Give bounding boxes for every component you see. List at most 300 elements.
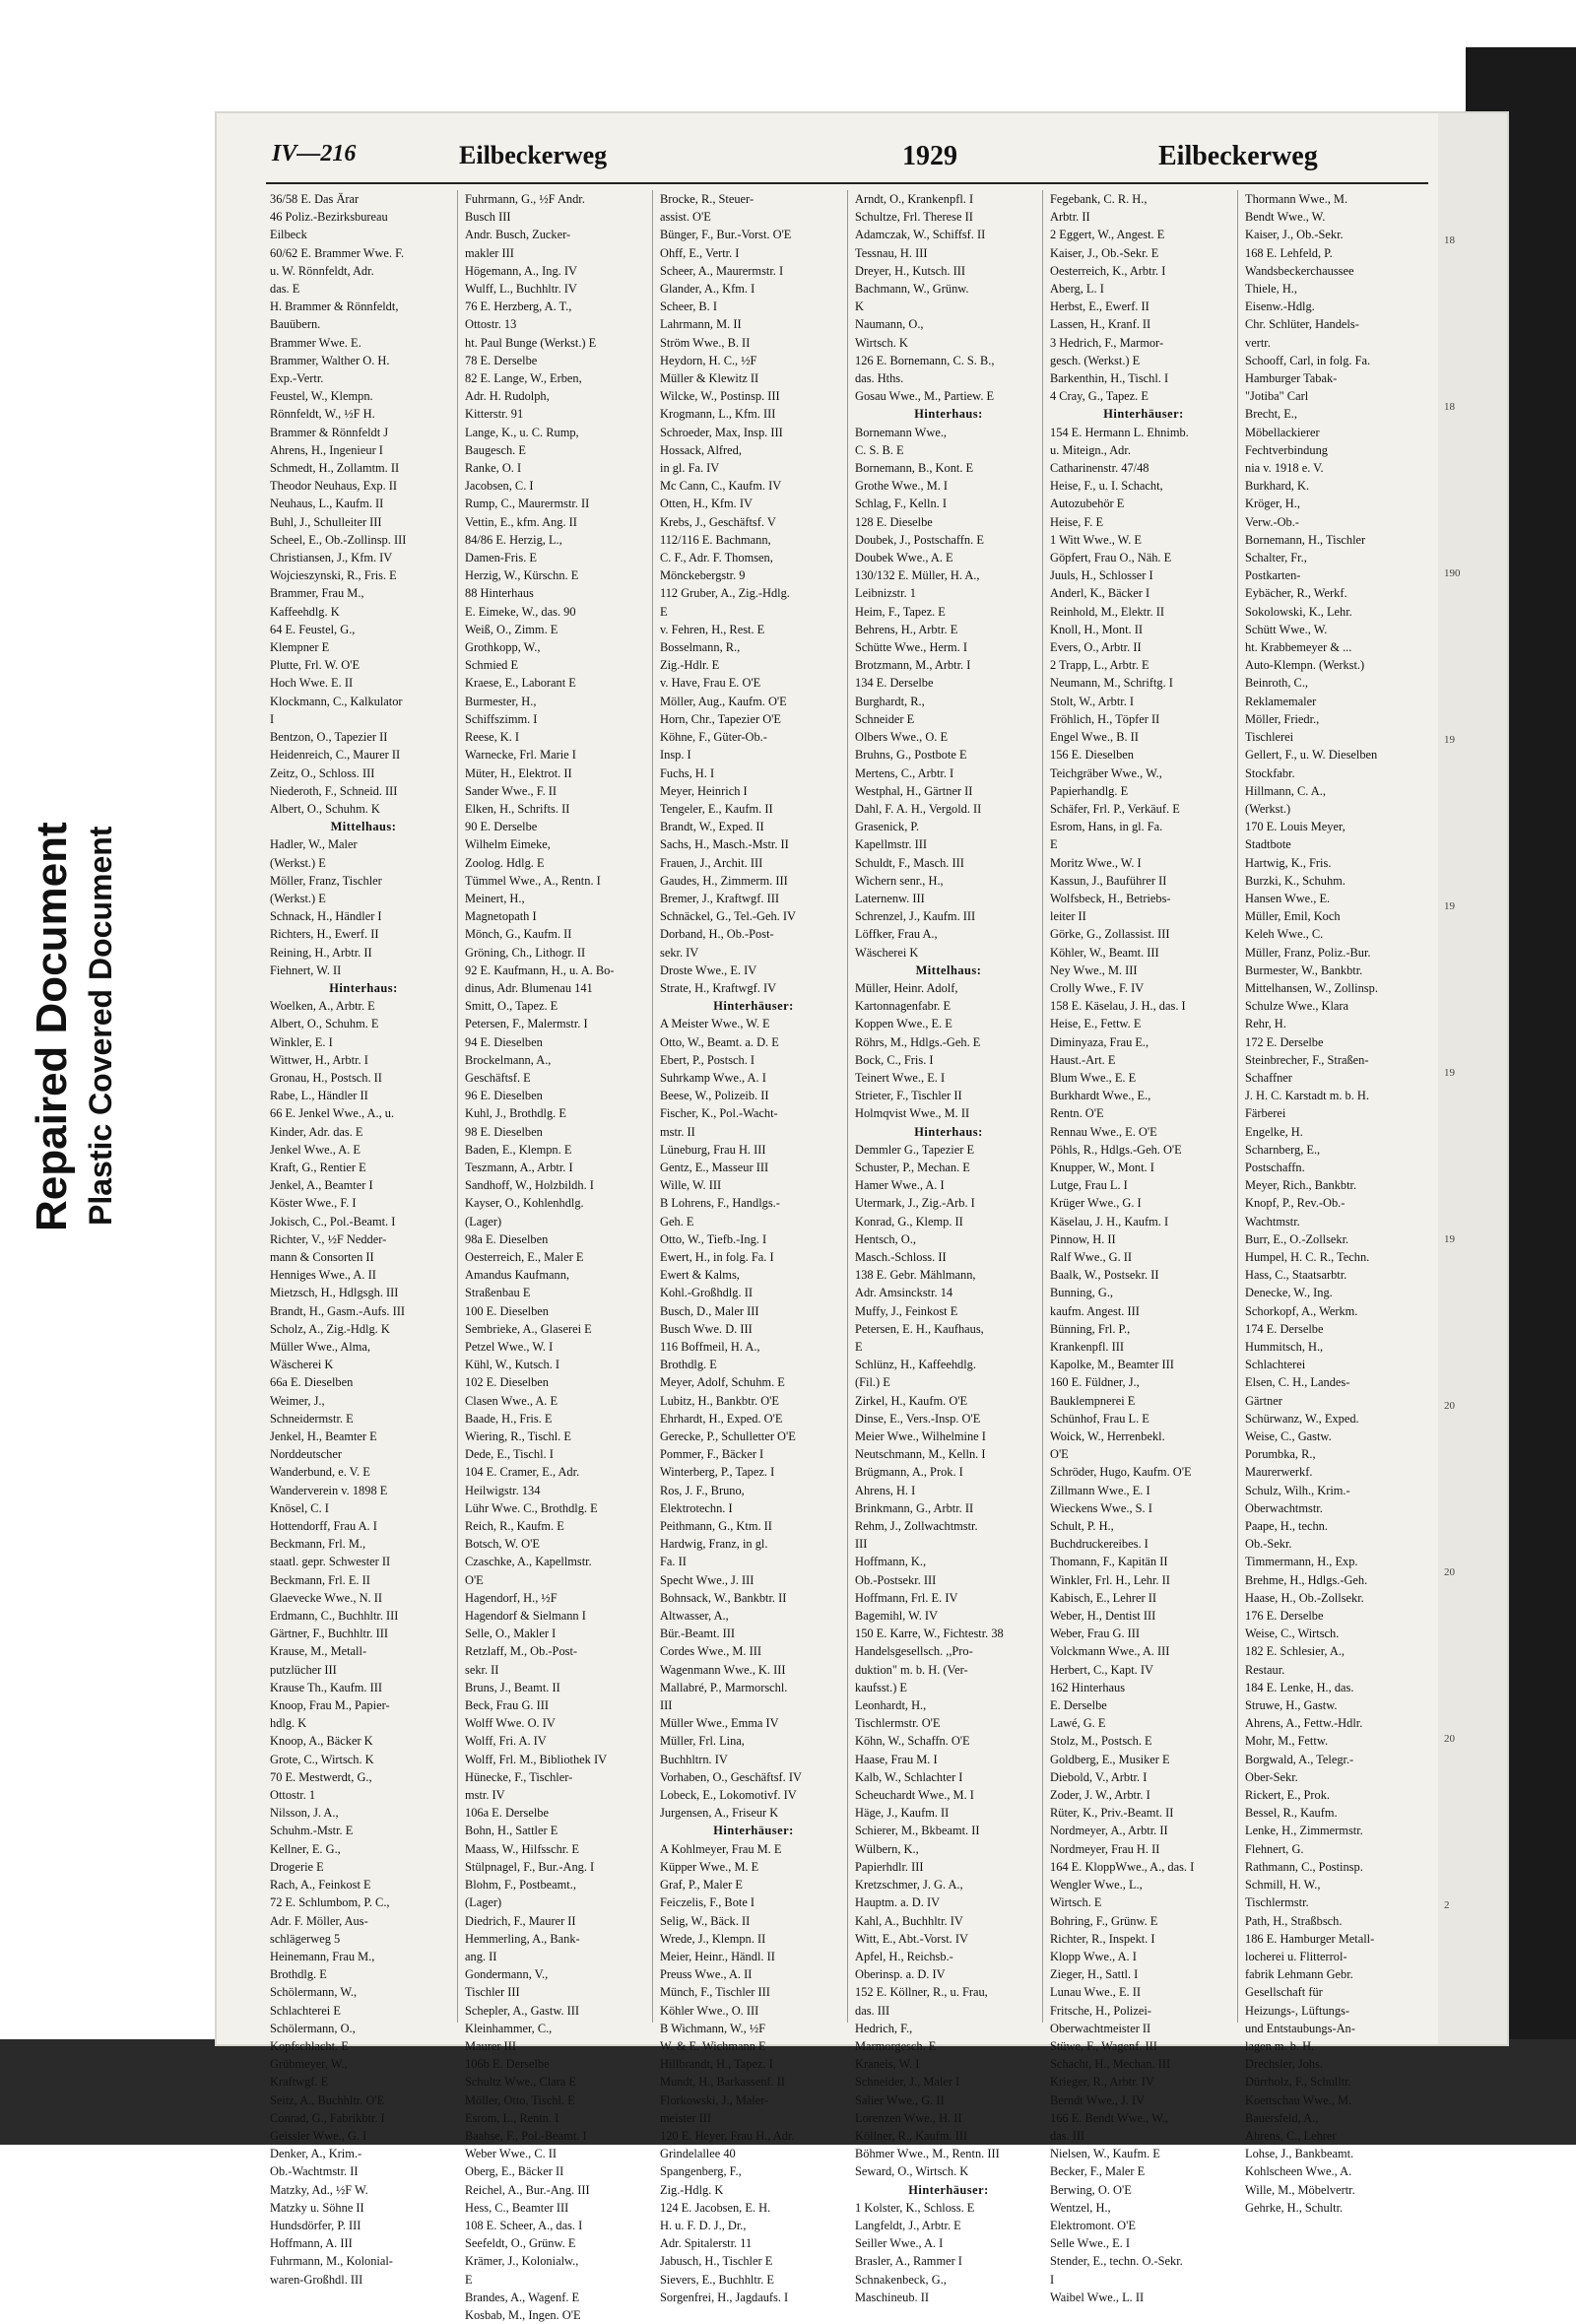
directory-entry: Wolff, Frl. M., Bibliothek IV [465, 1752, 608, 1766]
directory-entry: Glander, A., Kfm. I [660, 282, 755, 297]
directory-entry: Burmester, H., [465, 694, 537, 708]
directory-entry: Schuhm.-Mstr. E [270, 1824, 354, 1838]
directory-entry: Papierhdlr. III [855, 1859, 924, 1874]
directory-entry: Langfeldt, J., Arbtr. E [855, 2218, 961, 2232]
directory-entry: Salier Wwe., G. II [855, 2092, 945, 2107]
directory-entry: Busch, D., Maler III [660, 1303, 759, 1318]
directory-entry: Reining, H., Arbtr. II [270, 945, 372, 960]
directory-entry: Conrad, G., Fabrikbtr. I [270, 2110, 385, 2125]
directory-entry: Bohn, H., Sattler E [465, 1824, 558, 1838]
directory-entry: Wandsbeckerchaussee [1245, 263, 1354, 278]
directory-entry: Köhler Wwe., O. III [660, 2003, 759, 2018]
directory-entry: Exp.-Vertr. [270, 371, 324, 386]
directory-entry: Beckmann, Frl. M., [270, 1537, 366, 1552]
document-status-label [28, 822, 119, 1231]
directory-entry: Bosselmann, R., [660, 640, 741, 655]
directory-entry: Wilcke, W., Postinsp. III [660, 389, 780, 404]
directory-entry: ht. Paul Bunge (Werkst.) E [465, 335, 597, 350]
directory-entry: Hundsdörfer, P. III [270, 2218, 361, 2232]
directory-entry: 174 E. Derselbe [1245, 1321, 1324, 1336]
directory-entry: Stülpnagel, F., Bur.-Ang. I [465, 1859, 595, 1874]
directory-entry: 94 E. Dieselben [465, 1034, 543, 1049]
directory-entry: Thiele, H., [1245, 282, 1297, 297]
directory-entry: Wiering, R., Tischl. E [465, 1429, 571, 1444]
directory-entry: Otto, W., Beamt. a. D. E [660, 1034, 779, 1049]
directory-entry: Gärtner, F., Buchhltr. III [270, 1627, 388, 1641]
directory-entry: Schölermann, W., [270, 1985, 358, 2000]
directory-entry: Petzel Wwe., W. I [465, 1340, 554, 1354]
directory-entry: Wolff Wwe. O. IV [465, 1716, 556, 1731]
directory-entry: Winkler, Frl. H., Lehr. II [1050, 1572, 1170, 1587]
directory-entry: 138 E. Gebr. Mählmann, [855, 1268, 976, 1283]
directory-entry: Demmler G., Tapezier E [855, 1142, 975, 1157]
directory-entry: Busch III [465, 210, 511, 225]
directory-entry: Esrom, L., Rentn. I [465, 2110, 559, 2125]
directory-entry: 90 E. Derselbe [465, 820, 538, 834]
directory-entry: Petersen, F., Malermstr. I [465, 1017, 588, 1031]
directory-entry: Naumann, O., [855, 317, 924, 332]
directory-entry: Köhler, W., Beamt. III [1050, 945, 1159, 960]
directory-entry: 100 E. Dieselben [465, 1303, 549, 1318]
directory-entry: 120 E. Heyer, Frau H., Adr. [660, 2128, 795, 2143]
directory-entry: 176 E. Derselbe [1245, 1609, 1324, 1624]
directory-entry: Ober-Sekr. [1245, 1769, 1298, 1784]
directory-entry: Bock, C., Fris. I [855, 1052, 934, 1067]
directory-entry: Bür.-Beamt. III [660, 1627, 736, 1641]
directory-entry: Ehrhardt, H., Exped. O'E [660, 1411, 783, 1426]
directory-entry: Crolly Wwe., F. IV [1050, 980, 1145, 995]
directory-entry: Volckmann Wwe., A. III [1050, 1644, 1170, 1659]
directory-entry: Schlünz, H., Kaffeehdlg. [855, 1358, 976, 1372]
directory-entry: Oberwachtmstr. [1245, 1500, 1323, 1515]
directory-entry: Oberg, E., Bäcker II [465, 2164, 564, 2179]
directory-entry: Kapellmstr. III [855, 837, 927, 852]
directory-entry: Neuhaus, L., Kaufm. II [270, 497, 384, 511]
directory-entry: Schneidermstr. E [270, 1411, 354, 1426]
directory-entry: Strieter, F., Tischler II [855, 1089, 962, 1103]
directory-entry: Vorhaben, O., Geschäftsf. IV [660, 1769, 802, 1784]
directory-entry: Schorkopf, A., Werkm. [1245, 1303, 1358, 1318]
directory-entry: Hentsch, O., [855, 1231, 916, 1246]
directory-entry: Bunning, G., [1050, 1286, 1114, 1300]
directory-entry: Reese, K. I [465, 730, 520, 745]
directory-entry: Bagemihl, W. IV [855, 1609, 938, 1624]
directory-entry: O'E [1050, 1447, 1069, 1462]
directory-entry: Bachmann, W., Grünw. [855, 282, 969, 297]
directory-entry: Wieckens Wwe., S. I [1050, 1500, 1152, 1515]
directory-entry: J. H. C. Karstadt m. b. H. [1245, 1089, 1369, 1103]
directory-entry: Hemmerling, A., Bank- [465, 1931, 580, 1946]
directory-entry: Keleh Wwe., C. [1245, 927, 1324, 942]
directory-entry: Gondermann, V., [465, 1967, 549, 1982]
directory-entry: 84/86 E. Herzig, L., [465, 532, 562, 547]
directory-entry: Hinterhäuser: [1103, 407, 1184, 422]
directory-entry: Dorband, H., Ob.-Post- [660, 927, 774, 942]
directory-entry: Schultz Wwe., Clara E [465, 2075, 576, 2090]
directory-entry: Reklamemaler [1245, 694, 1317, 708]
directory-entry: Florkowski, J., Maler- [660, 2092, 769, 2107]
directory-entry: Kitterstr. 91 [465, 407, 524, 422]
directory-entry: Möller, Franz, Tischler [270, 873, 382, 888]
directory-entry: Smitt, O., Tapez. E [465, 999, 558, 1014]
directory-entry: Kalb, W., Schlachter I [855, 1769, 963, 1784]
directory-entry: H. u. F. D. J., Dr., [660, 2218, 747, 2232]
directory-entry: Kohlscheen Wwe., A. [1245, 2164, 1352, 2179]
directory-entry: Kraftwgf. E [270, 2075, 329, 2090]
directory-entry: Schalter, Fr., [1245, 551, 1307, 565]
directory-entry: Schäfer, Frl. P., Verkäuf. E [1050, 801, 1180, 816]
next-page-edge [1438, 113, 1507, 2044]
directory-entry: Wülbern, K., [855, 1841, 919, 1856]
directory-entry: Tischlerei [1245, 730, 1294, 745]
directory-entry: Eilbeck [270, 228, 307, 242]
directory-entry: Bruhns, G., Postbote E [855, 748, 967, 763]
directory-entry: Ob.-Wachtmstr. II [270, 2164, 359, 2179]
directory-entry: Elken, H., Schrifts. II [465, 801, 570, 816]
directory-entry: III [660, 1698, 673, 1713]
directory-entry: makler III [465, 245, 514, 260]
directory-entry: v. Have, Frau E. O'E [660, 676, 761, 691]
directory-entry: Porumbka, R., [1245, 1447, 1316, 1462]
directory-entry: Weise, C., Wirtsch. [1245, 1627, 1340, 1641]
directory-entry: Haase, Frau M. I [855, 1752, 938, 1766]
directory-entry: Marmorgesch. E [855, 2038, 937, 2053]
directory-entry: 60/62 E. Brammer Wwe. F. [270, 245, 405, 260]
directory-entry: Kraneis, W. I [855, 2057, 920, 2072]
directory-entry: (Werkst.) [1245, 801, 1291, 816]
directory-entry: staatl. gepr. Schwester II [270, 1555, 391, 1569]
directory-entry: Winkler, E. I [270, 1034, 333, 1049]
edge-fragment: 2 [1444, 1899, 1450, 1911]
directory-entry: Muffy, J., Feinkost E [855, 1303, 958, 1318]
directory-entry: Ahrens, H., Ingenieur I [270, 442, 383, 457]
directory-entry: Specht Wwe., J. III [660, 1572, 755, 1587]
directory-entry: Juuls, H., Schlosser I [1050, 568, 1153, 583]
directory-entry: Mittelhaus: [915, 963, 982, 977]
directory-entry: Flehnert, G. [1245, 1841, 1304, 1856]
directory-entry: Teszmann, A., Arbtr. I [465, 1160, 573, 1174]
directory-entry: Möller, Aug., Kaufm. O'E [660, 694, 787, 708]
directory-entry: Rump, C., Maurermstr. II [465, 497, 590, 511]
directory-entry: Bohring, F., Grünw. E [1050, 1913, 1158, 1928]
directory-entry: 134 E. Derselbe [855, 676, 934, 691]
directory-entry: Czaschke, A., Kapellmstr. [465, 1555, 592, 1569]
directory-entry: Brandt, H., Gasm.-Aufs. III [270, 1303, 405, 1318]
directory-entry: Schacht, H., Mechan. III [1050, 2057, 1171, 2072]
directory-entry: 2 Eggert, W., Angest. E [1050, 228, 1165, 242]
edge-fragment: 190 [1444, 567, 1461, 579]
directory-entry: 3 Hedrich, F., Marmor- [1050, 335, 1164, 350]
directory-entry: Buchdruckereibes. I [1050, 1537, 1149, 1552]
directory-entry: Plutte, Frl. W. O'E [270, 658, 361, 673]
directory-entry: Engelke, H. [1245, 1124, 1303, 1139]
directory-entry: leiter II [1050, 909, 1086, 924]
directory-entry: Steinbrecher, F., Straßen- [1245, 1052, 1369, 1067]
directory-entry: Schnack, H., Händler I [270, 909, 382, 924]
directory-entry: Grothkopp, W., [465, 640, 541, 655]
directory-entry: Bauklempnerei E [1050, 1393, 1136, 1408]
directory-entry: Reich, R., Kaufm. E [465, 1519, 564, 1534]
directory-entry: 1 Witt Wwe., W. E [1050, 532, 1143, 547]
directory-entry: Graf, P., Maler E [660, 1878, 743, 1892]
directory-entry: Glaevecke Wwe., N. II [270, 1590, 382, 1605]
directory-entry: Berndt Wwe., J. IV [1050, 2092, 1146, 2107]
directory-entry: Kraese, E., Laborant E [465, 676, 576, 691]
directory-entry: Wäscherei K [270, 1358, 334, 1372]
directory-entry: Grindelallee 40 [660, 2147, 736, 2161]
directory-entry: Papierhandlg. E [1050, 783, 1129, 798]
directory-entry: Timmermann, H., Exp. [1245, 1555, 1358, 1569]
directory-entry: Hinterhäuser: [908, 2182, 989, 2197]
directory-entry: Nordmeyer, A., Arbtr. II [1050, 1824, 1168, 1838]
directory-entry: Hartwig, K., Fris. [1245, 855, 1332, 870]
directory-entry: Sachs, H., Masch.-Mstr. II [660, 837, 789, 852]
directory-entry: Droste Wwe., E. IV [660, 963, 757, 977]
directory-entry: 106b E. Derselbe [465, 2057, 550, 2072]
directory-entry: Heise, F., u. I. Schacht, [1050, 479, 1163, 494]
directory-entry: Röhrs, M., Hdlgs.-Geh. E [855, 1034, 981, 1049]
directory-entry: 126 E. Bornemann, C. S. B., [855, 353, 995, 367]
directory-entry: Ewert, H., in folg. Fa. I [660, 1249, 774, 1264]
directory-entry: und Entstaubungs-An- [1245, 2021, 1355, 2035]
directory-entry: Bremer, J., Kraftwgf. III [660, 891, 779, 905]
directory-entry: Wanderbund, e. V. E [270, 1465, 370, 1480]
directory-entry: Schepler, A., Gastw. III [465, 2003, 580, 2018]
directory-entry: Schlag, F., Kelln. I [855, 497, 947, 511]
directory-entry: Schmied E [465, 658, 519, 673]
directory-entry: Brocke, R., Steuer- [660, 192, 755, 206]
directory-entry: Möller, Friedr., [1245, 711, 1320, 726]
directory-entry: Zig.-Hdlg. K [660, 2182, 724, 2197]
directory-entry: K [855, 299, 864, 314]
directory-entry: E [855, 1340, 863, 1354]
directory-entry: Köhne, F., Güter-Ob.- [660, 730, 767, 745]
directory-entry: Hadler, W., Maler [270, 837, 358, 852]
directory-entry: Brehme, H., Hdlgs.-Geh. [1245, 1572, 1368, 1587]
directory-entry: Sorgenfrei, H., Jagdaufs. I [660, 2290, 789, 2304]
directory-entry: Seward, O., Wirtsch. K [855, 2164, 969, 2179]
directory-entry: Köllner, R., Kaufm. III [855, 2128, 968, 2143]
directory-entry: Brecht, E., [1245, 407, 1297, 422]
directory-entry: Brandt, W., Exped. II [660, 820, 764, 834]
directory-entry: 78 E. Derselbe [465, 353, 538, 367]
directory-entry: 46 Poliz.-Bezirksbureau [270, 210, 388, 225]
directory-entry: Weber, H., Dentist III [1050, 1609, 1156, 1624]
directory-entry: duktion" m. b. H. (Ver- [855, 1662, 968, 1677]
directory-entry: Mohr, M., Fettw. [1245, 1734, 1329, 1749]
edge-fragment: 19 [1444, 900, 1455, 912]
directory-entry: Lenke, H., Zimmermstr. [1245, 1824, 1363, 1838]
directory-entry: nia v. 1918 e. V. [1245, 461, 1324, 476]
directory-entry: Weiß, O., Zimm. E [465, 622, 558, 636]
directory-entry: Brinkmann, G., Arbtr. II [855, 1500, 974, 1515]
directory-entry: 104 E. Cramer, E., Adr. [465, 1465, 580, 1480]
directory-entry: Schooff, Carl, in folg. Fa. [1245, 353, 1371, 367]
directory-entry: 112 Gruber, A., Zig.-Hdlg. [660, 586, 790, 601]
repaired-label: Repaired Document [28, 822, 76, 1231]
directory-entry: Paape, H., techn. [1245, 1519, 1328, 1534]
directory-entry: Doubek Wwe., A. E [855, 551, 953, 565]
directory-entry: Baugesch. E [465, 442, 526, 457]
edge-fragment: 20 [1444, 1566, 1455, 1578]
directory-entry: A Meister Wwe., W. E [660, 1017, 770, 1031]
directory-entry: Herzig, W., Kürschn. E [465, 568, 579, 583]
directory-entry: Fuhrmann, G., ½F Andr. [465, 192, 585, 206]
directory-entry: Käselau, J. H., Kaufm. I [1050, 1214, 1169, 1228]
directory-entry: Wojcieszynski, R., Fris. E [270, 568, 397, 583]
directory-entry: Tengeler, E., Kaufm. II [660, 801, 773, 816]
directory-entry: Baalk, W., Postsekr. II [1050, 1268, 1159, 1283]
directory-columns [268, 190, 1440, 2322]
directory-entry: Lange, K., u. C. Rump, [465, 425, 579, 439]
directory-entry: Preuss Wwe., A. II [660, 1967, 753, 1982]
directory-entry: C. F., Adr. F. Thomsen, [660, 551, 773, 565]
directory-entry: Wolfsbeck, H., Betriebs- [1050, 891, 1171, 905]
directory-entry: Kapolke, M., Beamter III [1050, 1358, 1174, 1372]
directory-entry: Chr. Schlüter, Handels- [1245, 317, 1359, 332]
directory-entry: Kopfschlacht. E [270, 2038, 349, 2053]
directory-entry: 70 E. Mestwerdt, G., [270, 1769, 372, 1784]
directory-entry: Maurerwerkf. [1245, 1465, 1313, 1480]
directory-entry: Feustel, W., Klempn. [270, 389, 373, 404]
directory-entry: Buchhltrn. IV [660, 1752, 728, 1766]
directory-entry: Müller & Klewitz II [660, 371, 759, 386]
directory-entry: Lutge, Frau L. I [1050, 1178, 1128, 1193]
directory-entry: Kühl, W., Kutsch. I [465, 1358, 560, 1372]
directory-entry: Tischler III [465, 1985, 520, 2000]
directory-entry: Schütte Wwe., Herm. I [855, 640, 968, 655]
directory-entry: Meyer, Rich., Bankbtr. [1245, 1178, 1357, 1193]
directory-entry: Oberwachtmeister II [1050, 2021, 1151, 2035]
directory-entry: Bauübern. [270, 317, 321, 332]
directory-entry: 128 E. Dieselbe [855, 514, 933, 529]
directory-entry: Häge, J., Kaufm. II [855, 1806, 950, 1821]
directory-entry: Altwasser, A., [660, 1609, 729, 1624]
directory-entry: 184 E. Lenke, H., das. [1245, 1680, 1354, 1694]
directory-entry: Bünger, F., Bur.-Vorst. O'E [660, 228, 792, 242]
directory-entry: Ohff, E., Vertr. I [660, 245, 740, 260]
directory-entry: Schierer, M., Bkbeamt. II [855, 1824, 980, 1838]
directory-entry: Rennau Wwe., E. O'E [1050, 1124, 1157, 1139]
directory-entry: Brotzmann, M., Arbtr. I [855, 658, 971, 673]
directory-entry: Heise, F. E [1050, 514, 1104, 529]
directory-entry: Zirkel, H., Kaufm. O'E [855, 1393, 968, 1408]
directory-entry: Schrenzel, J., Kaufm. III [855, 909, 976, 924]
directory-entry: Kleinhammer, C., [465, 2021, 553, 2035]
directory-entry: Fritsche, H., Polizei- [1050, 2003, 1151, 2018]
street-title-left: Eilbeckerweg [459, 141, 608, 169]
directory-entry: Hossack, Alfred, [660, 442, 742, 457]
directory-entry: Diminyaza, Frau E., [1050, 1034, 1149, 1049]
directory-entry: Tischlermstr. O'E [855, 1716, 941, 1731]
directory-entry: Adr. H. Rudolph, [465, 389, 550, 404]
edge-fragment: 19 [1444, 734, 1455, 746]
directory-entry: Hess, C., Beamter III [465, 2200, 569, 2215]
directory-entry: Böhmer Wwe., M., Rentn. III [855, 2147, 1000, 2161]
directory-entry: Diebold, V., Arbtr. I [1050, 1769, 1148, 1784]
directory-entry: Cordes Wwe., M. III [660, 1644, 762, 1659]
directory-entry: Fechtverbindung [1245, 442, 1328, 457]
directory-entry: Knoop, Frau M., Papier- [270, 1698, 390, 1713]
directory-entry: 2 Trapp, L., Arbtr. E [1050, 658, 1149, 673]
directory-entry: Schlachterei E [270, 2003, 341, 2018]
directory-entry: hdlg. K [270, 1716, 307, 1731]
page-header [272, 141, 1424, 180]
directory-entry: Nordmeyer, Frau H. II [1050, 1841, 1160, 1856]
directory-entry: Path, H., Straßbsch. [1245, 1913, 1343, 1928]
directory-entry: Krause, M., Metall- [270, 1644, 367, 1659]
directory-entry: Jacobsen, C. I [465, 479, 534, 494]
directory-entry: Gerecke, P., Schulletter O'E [660, 1429, 796, 1444]
directory-entry: Zoolog. Hdlg. E [465, 855, 545, 870]
directory-entry: Burr, E., O.-Zollsekr. [1245, 1231, 1349, 1246]
directory-entry: Ralf Wwe., G. II [1050, 1249, 1133, 1264]
directory-entry: Dürrholz, F., Schulltr. [1245, 2075, 1351, 2090]
directory-entry: Ros, J. F., Bruno, [660, 1483, 745, 1497]
directory-entry: "Jotiba" Carl [1245, 389, 1309, 404]
page-number: IV—216 [272, 141, 357, 166]
directory-entry: Schaffner [1245, 1070, 1292, 1085]
directory-entry: Knupper, W., Mont. I [1050, 1160, 1154, 1174]
directory-entry: Doubek, J., Postschaffn. E [855, 532, 984, 547]
directory-entry: Dreyer, H., Kutsch. III [855, 263, 966, 278]
directory-entry: Heilwigstr. 134 [465, 1483, 541, 1497]
directory-entry: Denecke, W., Ing. [1245, 1286, 1333, 1300]
directory-entry: Postkarten- [1245, 568, 1301, 583]
directory-entry: lagen m. b. H. [1245, 2038, 1315, 2053]
directory-entry: Scholz, A., Zig.-Hdlg. K [270, 1321, 390, 1336]
directory-entry: Hoffmann, K., [855, 1555, 927, 1569]
directory-entry: Evers, O., Arbtr. II [1050, 640, 1142, 655]
directory-entry: Rach, A., Feinkost E [270, 1878, 371, 1892]
directory-entry: Brammer Wwe. E. [270, 335, 361, 350]
directory-entry: Amandus Kaufmann, [465, 1268, 569, 1283]
directory-entry: Seiller Wwe., A. I [855, 2236, 944, 2251]
directory-entry: Nielsen, W., Kaufm. E [1050, 2147, 1160, 2161]
directory-entry: Olbers Wwe., O. E [855, 730, 949, 745]
directory-entry: Christiansen, J., Kfm. IV [270, 551, 393, 565]
directory-entry: Richter, V., ½F Nedder- [270, 1231, 387, 1246]
directory-entry: Lorenzen Wwe., H. II [855, 2110, 962, 2125]
directory-entry: Oesterreich, K., Arbtr. I [1050, 263, 1166, 278]
directory-entry: Meier Wwe., Wilhelmine I [855, 1429, 986, 1444]
directory-entry: Hoffmann, Frl. E. IV [855, 1590, 958, 1605]
directory-entry: I [270, 711, 275, 726]
directory-entry: Geissler Wwe., G. I [270, 2128, 367, 2143]
directory-entry: Strate, H., Kraftwgf. IV [660, 980, 777, 995]
directory-entry: Münch, F., Tischler III [660, 1985, 770, 2000]
directory-entry: E. Derselbe [1050, 1698, 1107, 1713]
directory-entry: Berwing, O. O'E [1050, 2182, 1132, 2197]
directory-entry: Burmester, W., Bankbtr. [1245, 963, 1363, 977]
directory-entry: Scheuchardt Wwe., M. I [855, 1788, 974, 1803]
directory-entry: Burkhardt Wwe., E., [1050, 1089, 1151, 1103]
directory-entry: Hoch Wwe. E. II [270, 676, 354, 691]
directory-entry: Schütt Wwe., W. [1245, 622, 1328, 636]
directory-entry: Grote, C., Wirtsch. K [270, 1752, 374, 1766]
directory-entry: Heim, F., Tapez. E [855, 604, 946, 619]
directory-entry: 162 Hinterhaus [1050, 1680, 1126, 1694]
directory-entry: Wachtmstr. [1245, 1214, 1300, 1228]
directory-entry: Hinterhäuser: [713, 1824, 794, 1838]
directory-entry: Hummitsch, H., [1245, 1340, 1324, 1354]
directory-entry: Weimer, J., [270, 1393, 325, 1408]
directory-entry: 98 E. Dieselben [465, 1124, 543, 1139]
directory-entry: Wrede, J., Klempn. II [660, 1931, 766, 1946]
directory-entry: 1 Kolster, K., Schloss. E [855, 2200, 975, 2215]
directory-entry: Hillmann, C. A., [1245, 783, 1326, 798]
directory-entry: 166 E. Bendt Wwe., W., [1050, 2110, 1168, 2125]
